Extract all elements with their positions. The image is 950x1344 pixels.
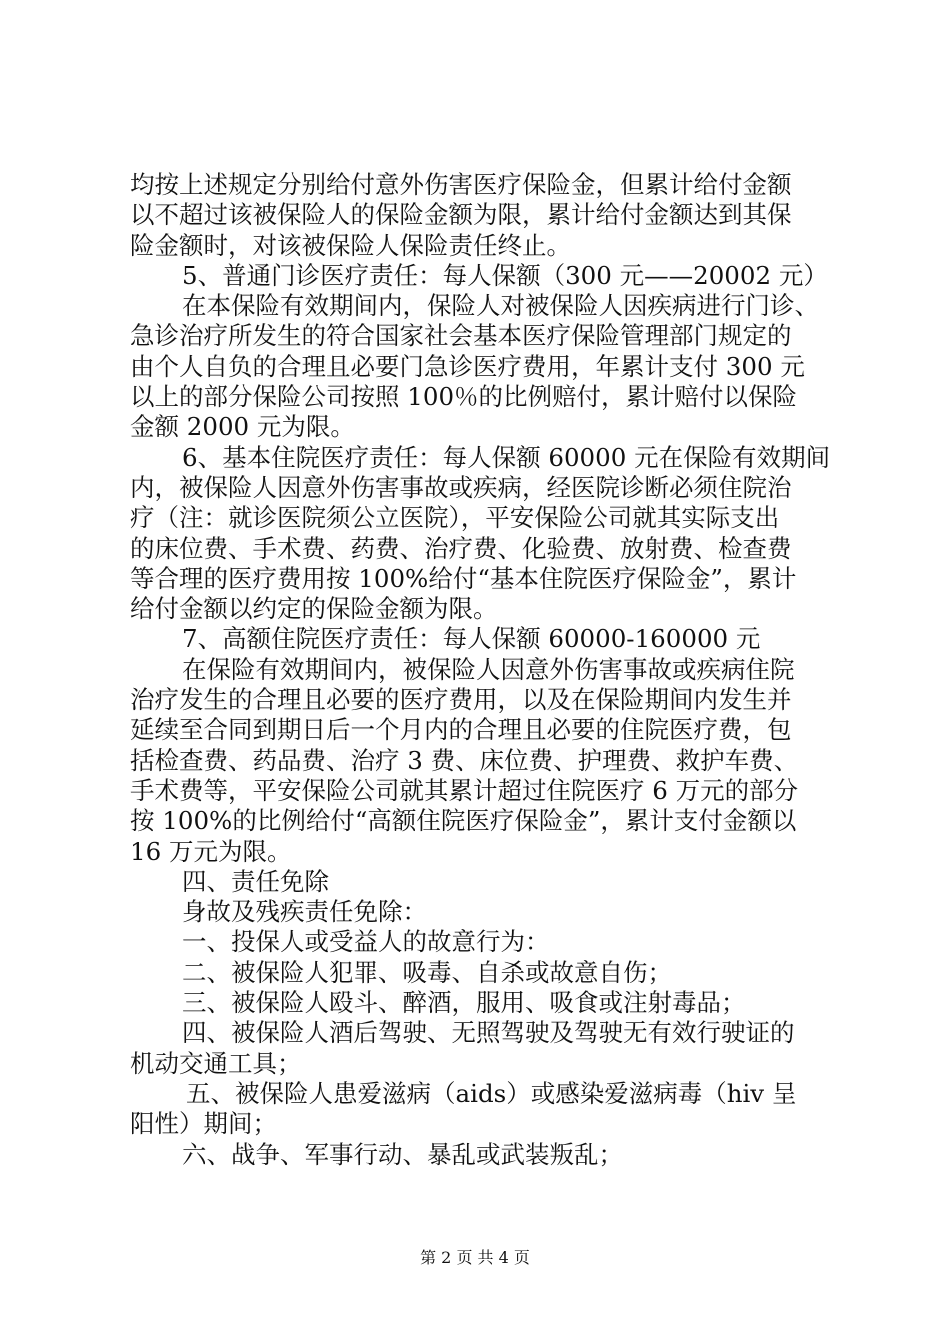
text-line: 给付金额以约定的保险金额为限。 xyxy=(130,594,498,624)
text-line: 手术费等，平安保险公司就其累计超过住院医疗 6 万元的部分 xyxy=(130,775,799,805)
page-number-footer: 第 2 页 共 4 页 xyxy=(420,1248,530,1267)
text-line: 以不超过该被保险人的保险金额为限，累计给付金额达到其保 xyxy=(130,200,792,230)
section-heading-exclusions: 四、责任免除 xyxy=(182,866,329,896)
text-line: 在本保险有效期间内，保险人对被保险人因疾病进行门诊、 xyxy=(182,291,819,321)
text-line: 16 万元为限。 xyxy=(130,836,292,866)
text-line: 的床位费、手术费、药费、治疗费、化验费、放射费、检查费 xyxy=(130,533,792,563)
section-heading-basic-inpatient: 6、基本住院医疗责任：每人保额 60000 元在保险有效期间 xyxy=(182,442,831,472)
section-heading-outpatient: 5、普通门诊医疗责任：每人保额（300 元——20002 元） xyxy=(182,260,828,290)
text-line: 身故及残疾责任免除： xyxy=(182,897,427,927)
text-line: 以上的部分保险公司按照 100％的比例赔付，累计赔付以保险 xyxy=(130,382,798,412)
list-item: 五、被保险人患爱滋病（aids）或感染爱滋病毒（hiv 呈 xyxy=(186,1078,797,1108)
text-line: 在保险有效期间内，被保险人因意外伤害事故或疾病住院 xyxy=(182,654,795,684)
text-line: 延续至合同到期日后一个月内的合理且必要的住院医疗费，包 xyxy=(130,715,792,745)
list-item: 四、被保险人酒后驾驶、无照驾驶及驾驶无有效行驶证的 xyxy=(182,1018,795,1048)
text-line: 疗（注：就诊医院须公立医院），平安保险公司就其实际支出 xyxy=(130,503,780,533)
text-line: 金额 2000 元为限。 xyxy=(130,412,355,442)
list-item: 六、战争、军事行动、暴乱或武装叛乱； xyxy=(182,1139,623,1169)
list-item: 一、投保人或受益人的故意行为： xyxy=(182,927,550,957)
text-line: 险金额时，对该被保险人保险责任终止。 xyxy=(130,230,571,260)
text-line: 均按上述规定分别给付意外伤害医疗保险金，但累计给付金额 xyxy=(130,170,792,199)
list-item: 三、被保险人殴斗、醉酒，服用、吸食或注射毒品； xyxy=(182,988,746,1018)
document-body xyxy=(130,170,830,1170)
text-line: 机动交通工具； xyxy=(130,1048,302,1078)
text-line: 按 100%的比例给付“高额住院医疗保险金”，累计支付金额以 xyxy=(130,806,797,836)
list-item: 二、被保险人犯罪、吸毒、自杀或故意自伤； xyxy=(182,957,672,987)
text-line: 括检查费、药品费、治疗 3 费、床位费、护理费、救护车费、 xyxy=(130,745,799,775)
text-line: 等合理的医疗费用按 100%给付“基本住院医疗保险金”，累计 xyxy=(130,563,797,593)
text-line: 内，被保险人因意外伤害事故或疾病，经医院诊断必须住院治 xyxy=(130,472,792,502)
section-heading-high-inpatient: 7、高额住院医疗责任：每人保额 60000-160000 元 xyxy=(182,624,761,654)
text-line: 急诊治疗所发生的符合国家社会基本医疗保险管理部门规定的 xyxy=(130,321,792,351)
text-line: 治疗发生的合理且必要的医疗费用，以及在保险期间内发生并 xyxy=(130,685,792,715)
text-line: 阳性）期间； xyxy=(130,1109,277,1139)
text-line: 由个人自负的合理且必要门急诊医疗费用，年累计支付 300 元 xyxy=(130,351,805,381)
